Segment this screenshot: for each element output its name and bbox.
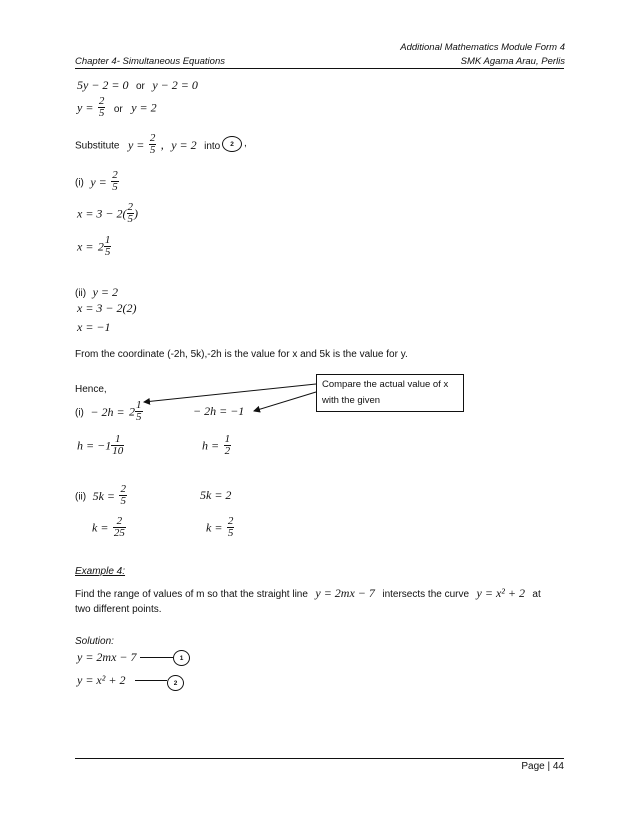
example-title: Example 4: — [75, 566, 126, 577]
chapter-title: Chapter 4- Simultaneous Equations — [75, 56, 225, 67]
case-ii-x-sub: x = 3 − 2(2) — [77, 301, 137, 315]
h-result-right: h = $\frac{1}{2}$ — [202, 433, 231, 457]
hence-label: Hence, — [75, 384, 107, 395]
example-question: Find the range of values of m so that the straight line y = 2mx − 7 intersects the curve y = x² + 2 at — [75, 586, 541, 600]
page-number: Page | 44 — [521, 761, 564, 772]
case-i-x-result: x = 2 $\frac{1}{5}$ — [77, 234, 111, 258]
equation-row-1: 5y − 2 = 0 or y − 2 = 0 — [77, 78, 198, 92]
k-equation-right: 5k = 2 — [200, 488, 232, 502]
comma: , — [244, 138, 247, 149]
h-result-left: h = −1 $\frac{1}{10}$ — [77, 433, 124, 457]
case-i-y: (i) y = $\frac{2}{5}$ — [75, 169, 118, 193]
solution-label: Solution: — [75, 636, 114, 647]
k-result-left: k = $\frac{2}{25}$ — [92, 515, 125, 539]
solution-eq-1: y = 2mx − 7 — [77, 650, 137, 664]
equation-marker-1: 1 — [173, 650, 190, 666]
module-title: Additional Mathematics Module Form 4 — [400, 42, 565, 53]
solution-eq-2: y = x² + 2 — [77, 673, 126, 687]
arrow-to-right-eq — [254, 392, 316, 411]
eq2-connector — [135, 680, 167, 681]
footer-divider — [75, 758, 564, 759]
h-equation-right: − 2h = −1 — [193, 404, 245, 418]
k-result-right: k = $\frac{2}{5}$ — [206, 515, 234, 539]
equation-marker-2: 2 — [222, 136, 242, 152]
case-i-x-sub: x = 3 − 2( $\frac{2}{5}$ ) — [77, 201, 139, 225]
substitute-row: Substitute y = $\frac{2}{5}$ , y = 2 into — [75, 132, 221, 156]
h-equation-left: (i) − 2h = 2 $\frac{1}{5}$ — [75, 399, 142, 423]
school-name: SMK Agama Arau, Perlis — [460, 56, 565, 67]
equation-marker-2b: 2 — [167, 675, 184, 691]
equation-row-2: y = $\frac{2}{5}$ or y = 2 — [77, 95, 157, 119]
eq1-connector — [140, 657, 173, 658]
callout-box: Compare the actual value of x with the given — [316, 374, 464, 412]
arrow-to-left-eq — [144, 384, 316, 402]
coordinate-statement: From the coordinate (-2h, 5k),-2h is the value for x and 5k is the value for y. — [75, 349, 408, 360]
example-question-cont: two different points. — [75, 604, 162, 615]
case-ii-y: (ii) y = 2 — [75, 285, 118, 299]
case-ii-x-result: x = −1 — [77, 320, 111, 334]
k-equation-left: (ii) 5k = $\frac{2}{5}$ — [75, 483, 126, 507]
